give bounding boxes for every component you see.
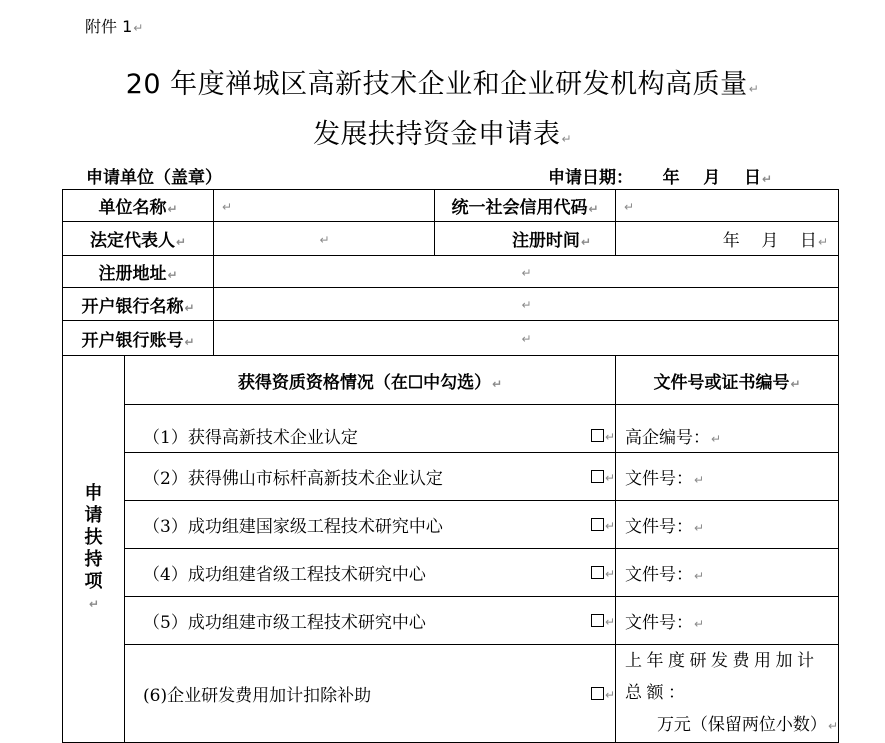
application-date-label: 申请日期： 年 月 日↵ (548, 168, 773, 188)
rd-expense-unit-label: 万元（保留两位小数） (656, 715, 827, 735)
support-item-label: （4）成功组建省级工程技术研究中心 (143, 565, 426, 585)
document-number-field[interactable]: 文件号：↵ (616, 597, 839, 645)
support-item-label: （3）成功组建国家级工程技术研究中心 (143, 517, 443, 537)
unit-name-field[interactable]: ↵ (214, 190, 435, 222)
applicant-label: 申请单位（盖章） (86, 168, 222, 188)
row-section-header (63, 356, 839, 405)
row-unit-name (63, 190, 839, 222)
application-form-table (62, 189, 839, 743)
attachment-label: 附件 1↵ (85, 17, 144, 36)
support-item-row (63, 597, 839, 645)
support-item-row (63, 501, 839, 549)
unit-name-label: 单位名称↵ (63, 190, 214, 222)
row-legal-rep (63, 222, 839, 256)
bank-account-label: 开户银行账号↵ (63, 321, 214, 356)
bank-name-label: 开户银行名称↵ (63, 288, 214, 321)
reg-time-label: 注册时间↵ (435, 222, 616, 256)
bank-account-field[interactable]: ↵ (214, 321, 839, 356)
support-item-row (63, 405, 839, 453)
reg-address-field[interactable]: ↵ (214, 256, 839, 288)
support-item-label: （1）获得高新技术企业认定 (143, 428, 358, 448)
legal-rep-field[interactable]: ↵ (214, 222, 435, 256)
support-item-label: (6)企业研发费用加计扣除补助 (143, 686, 372, 706)
support-item-row (63, 549, 839, 597)
document-number-field[interactable]: 文件号：↵ (616, 549, 839, 597)
row-bank-account (63, 321, 839, 356)
bank-name-field[interactable]: ↵ (214, 288, 839, 321)
support-item-label: （5）成功组建市级工程技术研究中心 (143, 613, 426, 633)
support-item-checkbox[interactable]: ↵ (591, 563, 615, 583)
qualification-column-header: 获得资质资格情况（在☐中勾选）↵ (125, 356, 616, 405)
document-number-field[interactable]: 文件号：↵ (616, 453, 839, 501)
legal-rep-label: 法定代表人↵ (63, 222, 214, 256)
support-item-checkbox[interactable]: ↵ (591, 467, 615, 487)
support-item-checkbox[interactable]: ↵ (591, 684, 615, 704)
document-number-field[interactable]: 高企编号：↵ (616, 405, 839, 453)
support-item-row (63, 645, 839, 743)
document-number-column-header: 文件号或证书编号↵ (616, 356, 839, 405)
form-title-line1: 20 年度禅城区高新技术企业和企业研发机构高质量↵ (125, 69, 760, 100)
support-item-checkbox[interactable]: ↵ (591, 611, 615, 631)
support-item-label: （2）获得佛山市标杆高新技术企业认定 (143, 469, 443, 489)
document-number-field[interactable]: 文件号：↵ (616, 501, 839, 549)
form-title-line2: 发展扶持资金申请表↵ (312, 119, 573, 150)
support-item-checkbox[interactable]: ↵ (591, 426, 615, 446)
support-item-row (63, 453, 839, 501)
credit-code-label: 统一社会信用代码↵ (435, 190, 616, 222)
support-item-checkbox[interactable]: ↵ (591, 515, 615, 535)
credit-code-field[interactable]: ↵ (616, 190, 839, 222)
reg-address-label: 注册地址↵ (63, 256, 214, 288)
rd-expense-total-label: 上年度研发费用加计总额： (625, 651, 819, 703)
support-items-side-label: 申 请 扶 持 项 ↵ (63, 356, 125, 743)
row-bank-name (63, 288, 839, 321)
row-reg-address (63, 256, 839, 288)
rd-expense-total-field[interactable]: 上年度研发费用加计总额： 万元（保留两位小数）↵ (616, 645, 839, 743)
reg-time-field[interactable]: 年 月 日↵ (616, 222, 839, 256)
